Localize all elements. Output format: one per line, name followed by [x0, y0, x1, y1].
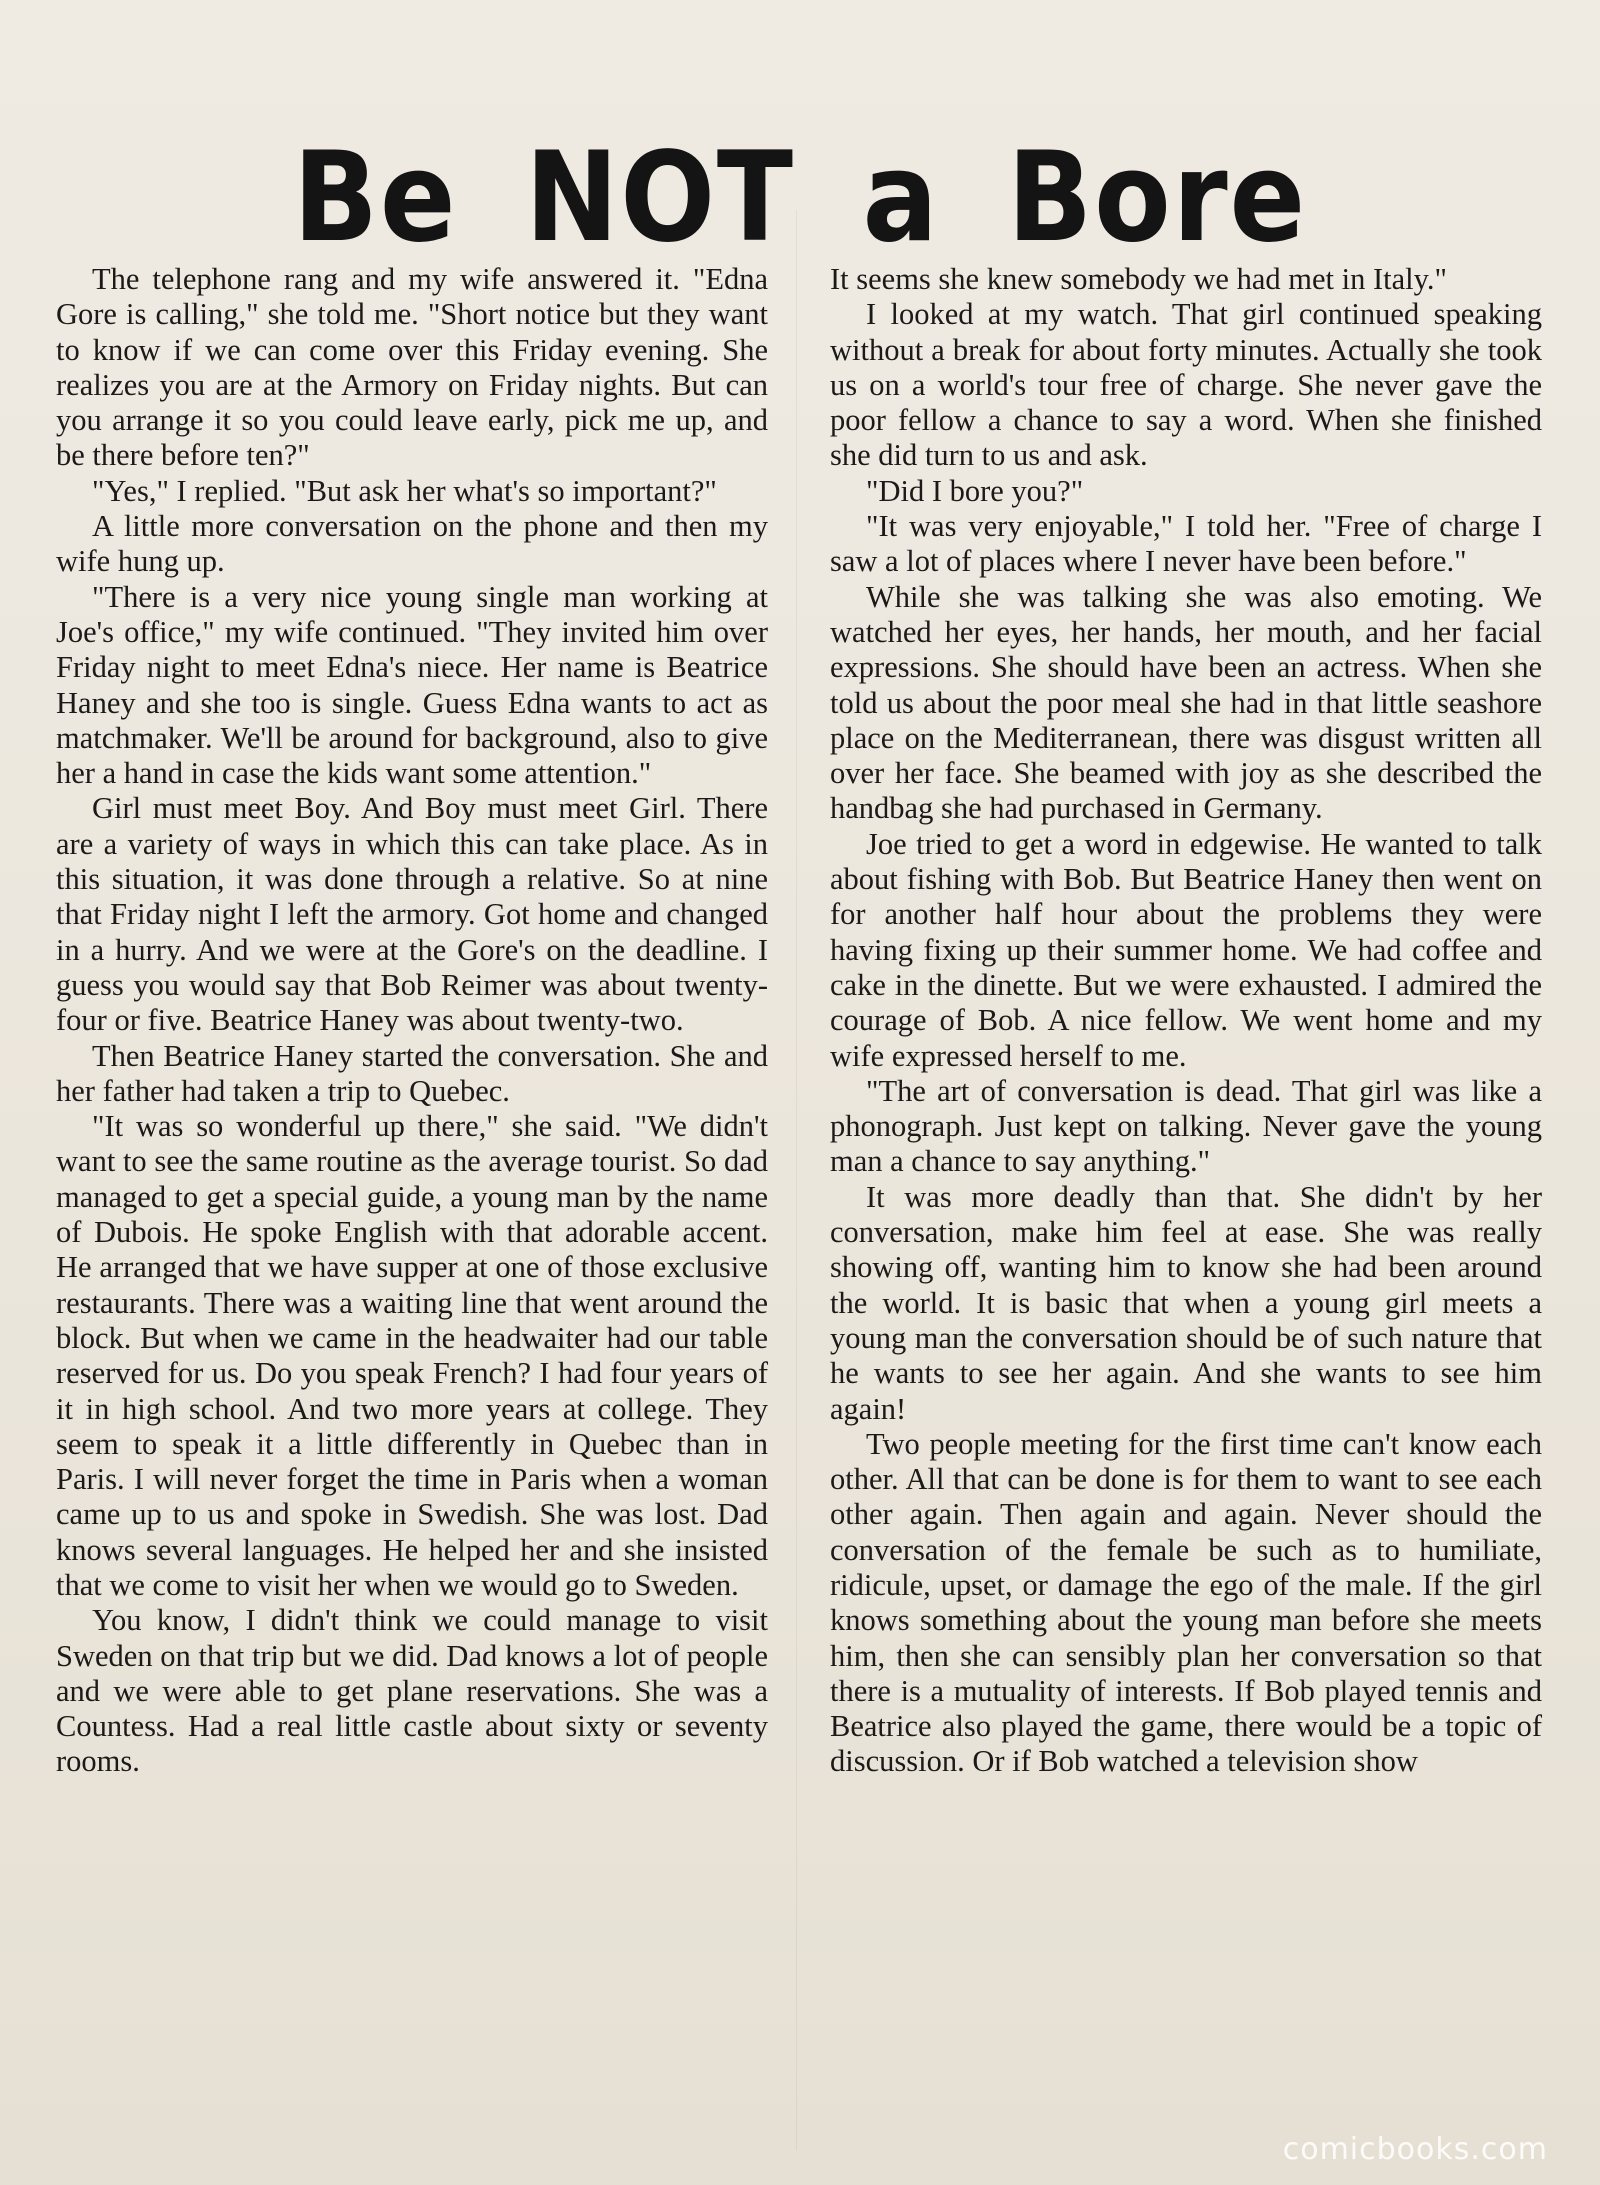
paragraph: It was more deadly than that. She didn't by her conversation, make him feel at ease. She was really showing off, wanting him to know she had been around the world. It is basic that when a young girl meets a young man the conversation should be of such nature that he wants to see her again. And she wants to see him again! [830, 1179, 1542, 1426]
paragraph: "It was very enjoyable," I told her. "Free of charge I saw a lot of places where I never have been before." [830, 509, 1542, 579]
paragraph: The telephone rang and my wife answered it. "Edna Gore is calling," she told me. "Short notice but they want to know if we can come over this Friday evening. She realizes you are at the Armory on Friday nights. But can you arrange it so you could leave early, pick me up, and be there before ten?" [56, 262, 768, 473]
paragraph: You know, I didn't think we could manage to visit Sweden on that trip but we did. Dad knows a lot of people and we were able to get plane reservations. She was a Countess. Had a real little castle about sixty or seventy rooms. [56, 1603, 768, 1779]
column-divider [796, 210, 797, 2150]
paragraph: "There is a very nice young single man working at Joe's office," my wife continued. "They invited him over Friday night to meet Edna's niece. Her name is Beatrice Haney and she too is single. Guess Edna wants to act as matchmaker. We'll be around for background, also to give her a hand in case the kids want some attention." [56, 579, 768, 791]
paragraph-continued: It seems she knew somebody we had met in Italy." [830, 262, 1447, 296]
paragraph: "It was so wonderful up there," she said. "We didn't want to see the same routine as the average tourist. So dad managed to get a special guide, a young man by the name of Dubois. He spoke English with that adorable accent. He arranged that we have supper at one of those exclusive restaurants. There was a waiting line that went around the block. But when we came in the headwaiter had our table reserved for us. Do you speak French? I had four years of it in high school. And two more years at college. They seem to speak it a little differently in Quebec than in Paris. I will never forget the time in Paris when a woman came up to us and spoke in Swedish. She was lost. Dad knows several languages. He helped her and she insisted that we come to visit her when we would go to Sweden. [56, 1109, 768, 1602]
paragraph: "The art of conversation is dead. That girl was like a phonograph. Just kept on talking. Never gave the young man a chance to say anything." [830, 1073, 1542, 1179]
paragraph: Girl must meet Boy. And Boy must meet Girl. There are a variety of ways in which this can take place. As in this situation, it was done through a relative. So at nine that Friday night I left the armory. Got home and changed in a hurry. And we were at the Gore's on the deadline. I guess you would say that Bob Reimer was about twenty-four or five. Beatrice Haney was about twenty-two. [56, 791, 768, 1038]
paragraph: Joe tried to get a word in edgewise. He wanted to talk about fishing with Bob. But Beatrice Haney then went on for another half hour about the problems they were having fixing up their summer home. We had coffee and cake in the dinette. But we were exhausted. I admired the courage of Bob. A nice fellow. We went home and my wife expressed herself to me. [830, 826, 1542, 1073]
paragraph: I looked at my watch. That girl continued speaking without a break for about forty minutes. Actually she took us on a world's tour free of charge. She never gave the poor fellow a chance to say a word. When she finished she did turn to us and ask. [830, 297, 1542, 473]
paragraph: "Yes," I replied. "But ask her what's so important?" [92, 473, 717, 508]
left-column [56, 262, 768, 1780]
article-title: Be NOT a Bore [293, 126, 1307, 271]
paragraph: While she was talking she was also emoting. We watched her eyes, her hands, her mouth, and her facial expressions. She should have been an actress. When she told us about the poor meal she had in that little seashore place on the Mediterranean, there was disgust written all over her face. She beamed with joy as she described the handbag she had purchased in Germany. [830, 579, 1542, 826]
paragraph: Two people meeting for the first time can't know each other. All that can be done is for them to want to see each other again. Then again and again. Never should the conversation of the female be such as to humiliate, ridicule, upset, or damage the ego of the male. If the girl knows something about the young man before she meets him, then she can sensibly plan her conversation so that there is a mutuality of interests. If Bob played tennis and Beatrice also played the game, there would be a topic of discussion. Or if Bob watched a television show [830, 1426, 1542, 1779]
watermark: comicbooks.com [1282, 2132, 1548, 2167]
right-column [830, 262, 1542, 1780]
paragraph: "Did I bore you?" [866, 473, 1084, 508]
paragraph: A little more conversation on the phone and then my wife hung up. [56, 509, 768, 579]
paragraph: Then Beatrice Haney started the conversation. She and her father had taken a trip to Quebec. [56, 1038, 768, 1108]
